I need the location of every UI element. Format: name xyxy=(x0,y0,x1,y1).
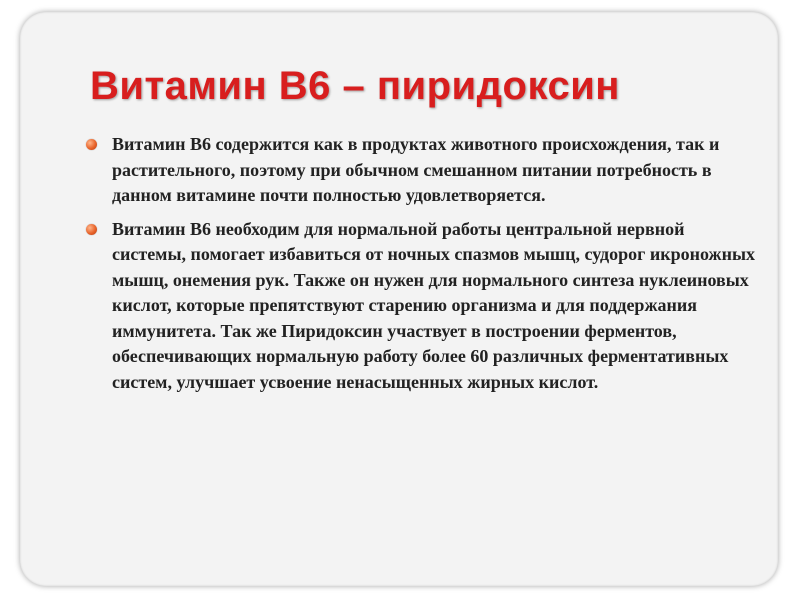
bullet-item xyxy=(86,132,758,209)
orange-bullet-icon xyxy=(86,224,97,235)
slide-content xyxy=(86,132,758,403)
orange-bullet-icon xyxy=(86,139,97,150)
bullet-item xyxy=(86,217,758,396)
bullet-text: Витамин В6 необходим для нормальной работы центральной нервной системы, помогает избавиться от ночных спазмов мышц, судорог икроножных мышц, онемения рук. Также он нужен для нормального синтеза нуклеиновых кислот, которые препятствуют старению организма и для поддержания иммунитета. Так же Пиридоксин участвует в построении ферментов, обеспечивающих нормальную работу более 60 различных ферментативных систем, улучшает усвоение ненасыщенных жирных кислот. xyxy=(112,218,755,392)
bullet-text: Витамин В6 содержится как в продуктах животного происхождения, так и растительного, поэтому при обычном смешанном питании потребность в данном витамине почти полностью удовлетворяется. xyxy=(112,134,720,205)
slide-title: Витамин В6 – пиридоксин xyxy=(90,64,620,108)
